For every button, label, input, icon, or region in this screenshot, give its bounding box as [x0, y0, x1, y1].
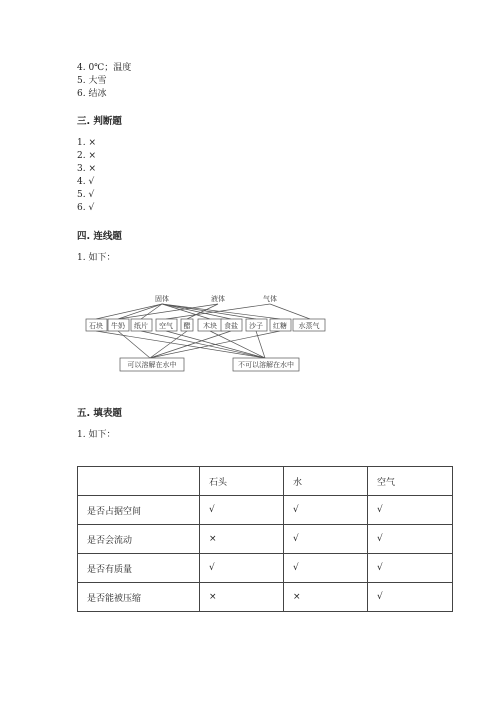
judgment-answer: 2. × [77, 151, 96, 161]
item-label: 红糖 [273, 322, 287, 330]
table-cell: √ [284, 525, 368, 554]
judgment-answer: 1. × [77, 138, 96, 148]
table-row-label: 是否有质量 [78, 554, 200, 583]
solubility-label: 不可以溶解在水中 [238, 361, 294, 369]
table-row [78, 583, 453, 612]
properties-table [77, 466, 453, 612]
table-cell: × [200, 525, 284, 554]
table-header-cell [78, 467, 200, 496]
item-label: 纸片 [134, 322, 148, 330]
judgment-answer: 6. √ [77, 203, 95, 213]
table-header-cell: 水 [284, 467, 368, 496]
item-label: 醋 [183, 322, 191, 330]
table-cell: √ [200, 554, 284, 583]
table-row [78, 525, 453, 554]
table-cell: √ [200, 496, 284, 525]
section-heading-judgment: 三. 判断题 [77, 116, 122, 127]
item-label: 水蒸气 [298, 322, 320, 330]
table-row [78, 496, 453, 525]
table-header-cell: 石头 [200, 467, 284, 496]
table-cell: × [284, 583, 368, 612]
table-cell: √ [284, 496, 368, 525]
item-label: 石块 [89, 322, 103, 330]
table-cell: √ [368, 554, 453, 583]
judgment-answer: 3. × [77, 164, 96, 174]
section-heading-matching: 四. 连线题 [77, 231, 122, 242]
table-row-label: 是否能被压缩 [78, 583, 200, 612]
item-label: 牛奶 [111, 322, 125, 330]
section-heading-table: 五. 填表题 [77, 408, 122, 419]
answer-line: 6. 结冰 [77, 89, 107, 99]
answer-line: 4. 0℃；温度 [77, 63, 132, 73]
item-label: 沙子 [249, 322, 263, 330]
item-label: 食盐 [224, 322, 238, 330]
table-cell: √ [368, 496, 453, 525]
table-cell: √ [284, 554, 368, 583]
table-cell: √ [368, 583, 453, 612]
state-label: 固体 [155, 295, 169, 303]
item-label: 木块 [203, 322, 217, 330]
solubility-label: 可以溶解在水中 [127, 361, 177, 369]
item-label: 空气 [159, 322, 173, 330]
judgment-answer: 5. √ [77, 190, 95, 200]
table-header-cell: 空气 [368, 467, 453, 496]
table-intro: 1. 如下： [77, 430, 116, 440]
table-cell: √ [368, 525, 453, 554]
table-cell: × [200, 583, 284, 612]
state-label: 液体 [211, 295, 225, 303]
table-row-label: 是否占据空间 [78, 496, 200, 525]
table-header-row [78, 467, 453, 496]
judgment-answer: 4. √ [77, 177, 95, 187]
table-row [78, 554, 453, 583]
table-row-label: 是否会流动 [78, 525, 200, 554]
answer-line: 5. 大雪 [77, 76, 107, 86]
matching-intro: 1. 如下： [77, 253, 116, 263]
state-label: 气体 [263, 295, 277, 303]
